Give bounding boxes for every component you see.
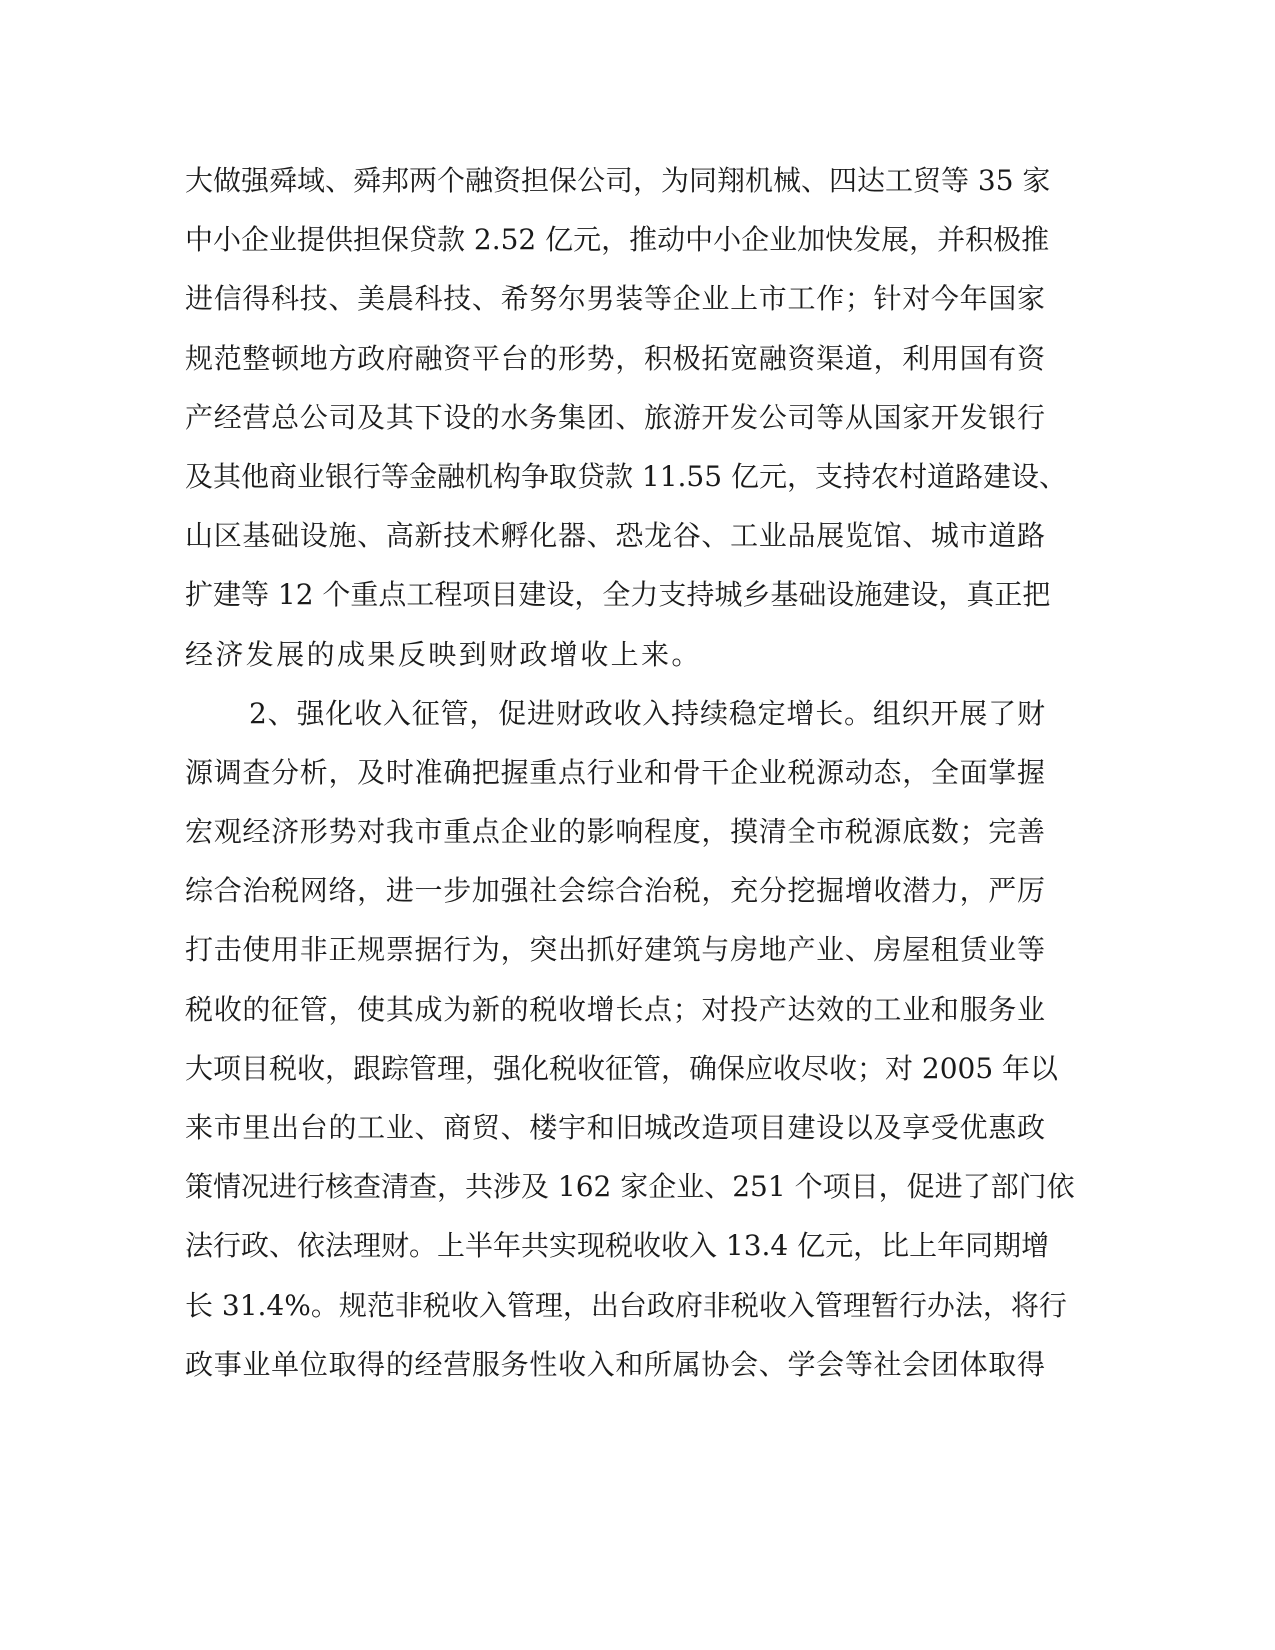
text-line: 打击使用非正规票据行为，突出抓好建筑与房地产业、房屋租赁业等 xyxy=(185,933,1045,967)
text-line-paragraph-end: 经济发展的成果反映到财政增收上来。 xyxy=(185,637,702,671)
text-line: 中小企业提供担保贷款 2.52 亿元，推动中小企业加快发展，并积极推 xyxy=(185,223,1050,257)
text-line: 长 31.4%。规范非税收入管理，出台政府非税收入管理暂行办法，将行 xyxy=(185,1288,1067,1322)
text-line: 宏观经济形势对我市重点企业的影响程度，摸清全市税源底数；完善 xyxy=(185,815,1045,849)
text-line: 来市里出台的工业、商贸、楼宇和旧城改造项目建设以及享受优惠政 xyxy=(185,1111,1045,1144)
body-text xyxy=(185,158,1075,1401)
text-line: 源调查分析，及时准确把握重点行业和骨干企业税源动态，全面掌握 xyxy=(185,755,1045,789)
text-line: 扩建等 12 个重点工程项目建设，全力支持城乡基础设施建设，真正把 xyxy=(185,578,1051,612)
section-heading-line: 2、强化收入征管，促进财政收入持续稳定增长。组织开展了财 xyxy=(249,696,1045,730)
text-line: 及其他商业银行等金融机构争取贷款 11.55 亿元，支持农村道路建设、 xyxy=(185,459,1067,493)
text-line: 进信得科技、美晨科技、希努尔男装等企业上市工作；针对今年国家 xyxy=(185,282,1045,316)
text-line: 法行政、依法理财。上半年共实现税收收入 13.4 亿元，比上年同期增 xyxy=(185,1229,1050,1263)
text-line: 策情况进行核查清查，共涉及 162 家企业、251 个项目，促进了部门依 xyxy=(185,1170,1075,1204)
text-line: 规范整顿地方政府融资平台的形势，积极拓宽融资渠道，利用国有资 xyxy=(185,341,1045,375)
text-line: 产经营总公司及其下设的水务集团、旅游开发公司等从国家开发银行 xyxy=(185,400,1045,434)
text-line: 山区基础设施、高新技术孵化器、恐龙谷、工业品展览馆、城市道路 xyxy=(185,519,1045,553)
text-line: 大项目税收，跟踪管理，强化税收征管，确保应收尽收；对 2005 年以 xyxy=(185,1051,1059,1085)
text-line: 税收的征管，使其成为新的税收增长点；对投产达效的工业和服务业 xyxy=(185,992,1045,1026)
text-line: 大做强舜域、舜邦两个融资担保公司，为同翔机械、四达工贸等 35 家 xyxy=(185,164,1051,197)
text-line: 综合治税网络，进一步加强社会综合治税，充分挖掘增收潜力，严厉 xyxy=(185,874,1045,908)
text-line: 政事业单位取得的经营服务性收入和所属协会、学会等社会团体取得 xyxy=(185,1347,1045,1381)
